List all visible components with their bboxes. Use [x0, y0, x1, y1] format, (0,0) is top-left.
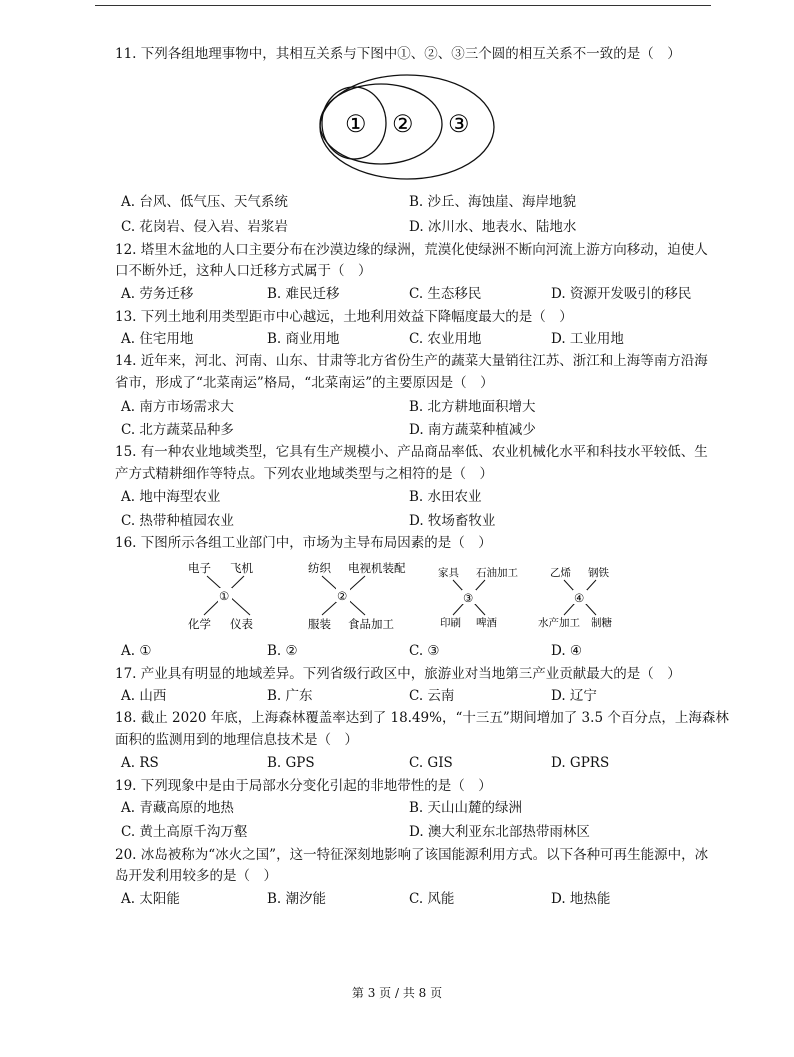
ind1-number: ① [219, 589, 230, 603]
q19-stem: 19. 下列现象中是由于局部水分变化引起的非地带性的是（ ） [115, 778, 492, 794]
q13-stem: 13. 下列土地利用类型距市中心越远，土地利用效益下降幅度最大的是（ ） [115, 309, 573, 325]
q18-stem-line2: 面积的监测用到的地理信息技术是（ ） [115, 732, 358, 748]
q16-option-c[interactable]: C. ③ [409, 643, 440, 659]
q16-option-a[interactable]: A. ① [121, 643, 152, 659]
q18-option-c[interactable]: C. GIS [409, 755, 453, 771]
q12-option-a[interactable]: A. 劳务迁移 [121, 286, 194, 302]
q15-stem-line2: 产方式精耕细作等特点。下列农业地域类型与之相符的是（ ） [115, 466, 493, 482]
ind4-top-right: 钢铁 [588, 567, 609, 579]
ind3-top-right: 石油加工 [476, 567, 518, 579]
q14-stem-line1: 14. 近年来，河北、河南、山东、甘肃等北方省份生产的蔬菜大量销往江苏、浙江和上海等南方沿海 [115, 353, 708, 369]
q20-option-a[interactable]: A. 太阳能 [121, 891, 180, 907]
q11-option-c[interactable]: C. 花岗岩、侵入岩、岩浆岩 [121, 219, 288, 235]
q20-option-b[interactable]: B. 潮汐能 [267, 891, 327, 907]
nested-circles-diagram [318, 72, 498, 184]
q15-option-d[interactable]: D. 牧场畜牧业 [409, 513, 496, 529]
q14-option-b[interactable]: B. 北方耕地面积增大 [409, 399, 536, 415]
q12-option-c[interactable]: C. 生态移民 [409, 286, 482, 302]
q17-option-b[interactable]: B. 广东 [267, 688, 313, 704]
q13-option-d[interactable]: D. 工业用地 [551, 331, 624, 347]
q20-option-c[interactable]: C. 风能 [409, 891, 455, 907]
q19-option-a[interactable]: A. 青藏高原的地热 [121, 800, 234, 816]
q12-option-b[interactable]: B. 难民迁移 [267, 286, 340, 302]
q11-stem: 11. 下列各组地理事物中，其相互关系与下图中①、②、③三个圆的相互关系不一致的是（ ） [115, 46, 681, 62]
q13-option-b[interactable]: B. 商业用地 [267, 331, 340, 347]
header-rule [95, 5, 711, 6]
q11-option-d[interactable]: D. 冰川水、地表水、陆地水 [409, 219, 577, 235]
q15-stem-line1: 15. 有一种农业地域类型，它具有生产规模小、产品商品率低、农业机械化水平和科技水平较低、生 [115, 444, 708, 460]
q20-stem-line1: 20. 冰岛被称为“冰火之国”，这一特征深刻地影响了该国能源利用方式。以下各种可再生能源中，冰 [115, 847, 709, 863]
q17-option-d[interactable]: D. 辽宁 [551, 688, 597, 704]
q14-option-a[interactable]: A. 南方市场需求大 [121, 399, 234, 415]
ind1-top-left: 电子 [188, 561, 211, 575]
ind1-bottom-left: 化学 [188, 617, 211, 631]
circle-label-3: ③ [448, 110, 470, 138]
q12-stem-line2: 口不断外迁，这种人口迁移方式属于（ ） [115, 263, 372, 279]
q13-option-c[interactable]: C. 农业用地 [409, 331, 482, 347]
ind3-top-left: 家具 [438, 567, 459, 579]
q14-stem-line2: 省市，形成了“北菜南运”格局，“北菜南运”的主要原因是（ ） [115, 375, 494, 391]
q11-option-b[interactable]: B. 沙丘、海蚀崖、海岸地貌 [409, 194, 577, 210]
ind1-bottom-right: 仪表 [230, 617, 253, 631]
ind3-bottom-left: 印刷 [440, 617, 461, 629]
ind3-bottom-right: 啤酒 [476, 617, 497, 629]
ind4-bottom-left: 水产加工 [538, 617, 580, 629]
circle-label-1: ① [345, 110, 367, 138]
ind2-bottom-left: 服装 [308, 617, 331, 631]
ind4-number: ④ [574, 591, 585, 605]
ind2-top-right: 电视机装配 [348, 561, 406, 575]
q14-option-c[interactable]: C. 北方蔬菜品种多 [121, 422, 234, 438]
q19-option-c[interactable]: C. 黄土高原千沟万壑 [121, 824, 248, 840]
q16-option-d[interactable]: D. ④ [551, 643, 583, 659]
ind4-bottom-right: 制糖 [591, 617, 612, 629]
ind2-bottom-right: 食品加工 [348, 617, 394, 631]
q18-stem-line1: 18. 截止 2020 年底，上海森林覆盖率达到了 18.49%，“十三五”期间增加了 3.5 个百分点，上海森林 [115, 710, 729, 726]
q18-option-b[interactable]: B. GPS [267, 755, 315, 771]
q12-stem-line1: 12. 塔里木盆地的人口主要分布在沙漠边缘的绿洲，荒漠化使绿洲不断向河流上游方向移动，迫使人 [115, 242, 708, 258]
q12-option-d[interactable]: D. 资源开发吸引的移民 [551, 286, 692, 302]
ind2-top-left: 纺织 [308, 561, 331, 575]
industry-diagram [180, 558, 640, 634]
ind2-number: ② [337, 589, 348, 603]
q15-option-b[interactable]: B. 水田农业 [409, 489, 482, 505]
ind1-top-right: 飞机 [230, 561, 253, 575]
q20-option-d[interactable]: D. 地热能 [551, 891, 611, 907]
q11-option-a[interactable]: A. 台风、低气压、天气系统 [121, 194, 288, 210]
q16-stem: 16. 下图所示各组工业部门中，市场为主导布局因素的是（ ） [115, 535, 492, 551]
q18-option-a[interactable]: A. RS [121, 755, 159, 771]
q13-option-a[interactable]: A. 住宅用地 [121, 331, 194, 347]
q17-option-c[interactable]: C. 云南 [409, 688, 455, 704]
q15-option-a[interactable]: A. 地中海型农业 [121, 489, 221, 505]
q17-stem: 17. 产业具有明显的地域差异。下列省级行政区中，旅游业对当地第三产业贡献最大的是（ ） [115, 666, 681, 682]
circle-label-2: ② [392, 110, 414, 138]
q14-option-d[interactable]: D. 南方蔬菜种植减少 [409, 422, 536, 438]
q16-option-b[interactable]: B. ② [267, 643, 298, 659]
q15-option-c[interactable]: C. 热带种植园农业 [121, 513, 234, 529]
ind3-number: ③ [463, 591, 474, 605]
q17-option-a[interactable]: A. 山西 [121, 688, 167, 704]
q20-stem-line2: 岛开发利用较多的是（ ） [115, 868, 277, 884]
page-footer: 第 3 页 / 共 8 页 [351, 986, 443, 1000]
q19-option-d[interactable]: D. 澳大利亚东北部热带雨林区 [409, 824, 590, 840]
q19-option-b[interactable]: B. 天山山麓的绿洲 [409, 800, 523, 816]
q18-option-d[interactable]: D. GPRS [551, 755, 610, 771]
ind4-top-left: 乙烯 [550, 567, 571, 579]
